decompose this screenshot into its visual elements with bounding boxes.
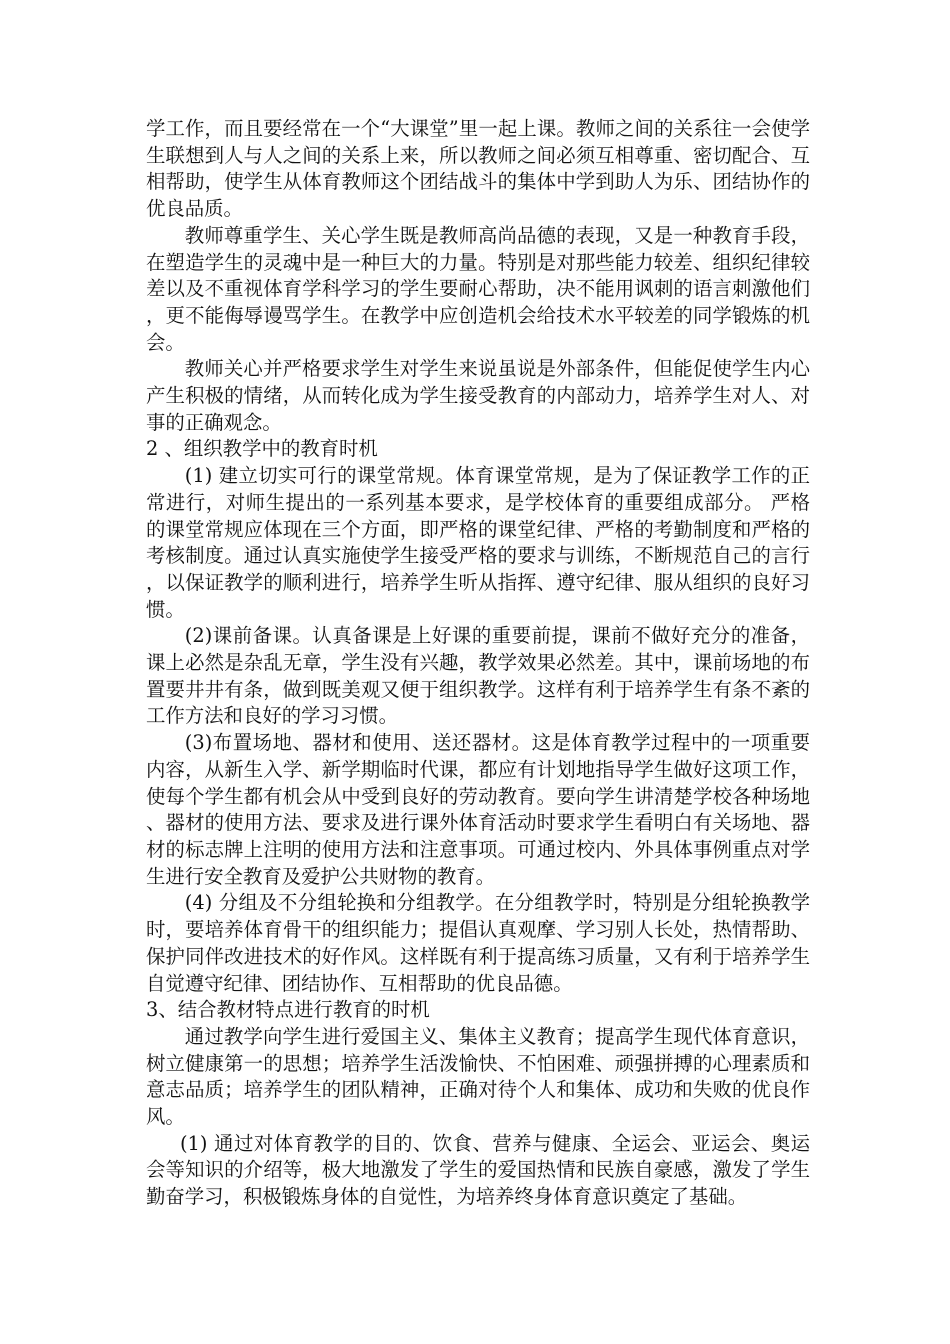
- section-heading-3: 3、结合教材特点进行教育的时机: [146, 998, 430, 1022]
- section-heading-2: 2 、组织教学中的教育时机: [146, 437, 378, 461]
- paragraph-item-4: (4) 分组及不分组轮换和分组教学。在分组教学时，特别是分组轮换教学时，要培养体育骨干的组织能力；提倡认真观摩、学习别人长处，热情帮助、保护同伴改进技术的好作风。这样既有利于提高练习质量，又有利于培养学生自觉遵守纪律、团结协作、互相帮助的优良品德。: [146, 891, 810, 995]
- paragraph-item-3: (3)布置场地、器材和使用、送还器材。这是体育教学过程中的一项重要内容，从新生入学、新学期临时代课，都应有计划地指导学生做好这项工作，使每个学生都有机会从中受到良好的劳动教育。要向学生讲清楚学校各种场地、器材的使用方法、要求及进行课外体育活动时要求学生看明白有关场地、器材的标志牌上注明的使用方法和注意事项。可通过校内、外具体事例重点对学生进行安全教育及爱护公共财物的教育。: [146, 731, 810, 888]
- paragraph-teacher-respect: 教师尊重学生、关心学生既是教师高尚品德的表现，又是一种教育手段，在塑造学生的灵魂中是一种巨大的力量。特别是对那些能力较差、组织纪律较差以及不重视体育学科学习的学生要耐心帮助，决不能用讽刺的语言刺激他们，更不能侮辱谩骂学生。在教学中应创造机会给技术水平较差的同学锻炼的机会。: [146, 223, 810, 354]
- document-body: [146, 116, 810, 1211]
- paragraph-item-1: (1) 建立切实可行的课堂常规。体育课堂常规，是为了保证教学工作的正常进行，对师生提出的一系列基本要求，是学校体育的重要组成部分。 严格的课堂常规应体现在三个方面，即严格的课堂纪律、严格的考勤制度和严格的考核制度。通过认真实施使学生接受严格的要求与训练，不断规范自己的言行，以保证教学的顺利进行，培养学生听从指挥、遵守纪律、服从组织的良好习惯。: [146, 464, 810, 621]
- paragraph-item-2: (2)课前备课。认真备课是上好课的重要前提，课前不做好充分的准备，课上必然是杂乱无章，学生没有兴趣，教学效果必然差。其中，课前场地的布置要井井有条，做到既美观又便于组织教学。这样有利于培养学生有条不紊的工作方法和良好的学习习惯。: [146, 624, 810, 728]
- paragraph-continued: 学工作，而且要经常在一个“大课堂”里一起上课。教师之间的关系往一会使学生联想到人与人之间的关系上来，所以教师之间必须互相尊重、密切配合、互相帮助，使学生从体育教师这个团结战斗的集体中学到助人为乐、团结协作的优良品质。: [146, 117, 810, 221]
- paragraph-section-3-item-1: (1) 通过对体育教学的目的、饮食、营养与健康、全运会、亚运会、奥运会等知识的介绍等，极大地激发了学生的爱国热情和民族自豪感，激发了学生勤奋学习，积极锻炼身体的自觉性，为培养终身体育意识奠定了基础。: [146, 1131, 810, 1209]
- paragraph-section-3-intro: 通过教学向学生进行爱国主义、集体主义教育；提高学生现代体育意识，树立健康第一的思想；培养学生活泼愉快、不怕困难、顽强拼搏的心理素质和意志品质；培养学生的团队精神，正确对待个人和集体、成功和失败的优良作风。: [146, 1024, 810, 1129]
- paragraph-teacher-care: 教师关心并严格要求学生对学生来说虽说是外部条件，但能促使学生内心产生积极的情绪，从而转化成为学生接受教育的内部动力，培养学生对人、对事的正确观念。: [146, 357, 810, 434]
